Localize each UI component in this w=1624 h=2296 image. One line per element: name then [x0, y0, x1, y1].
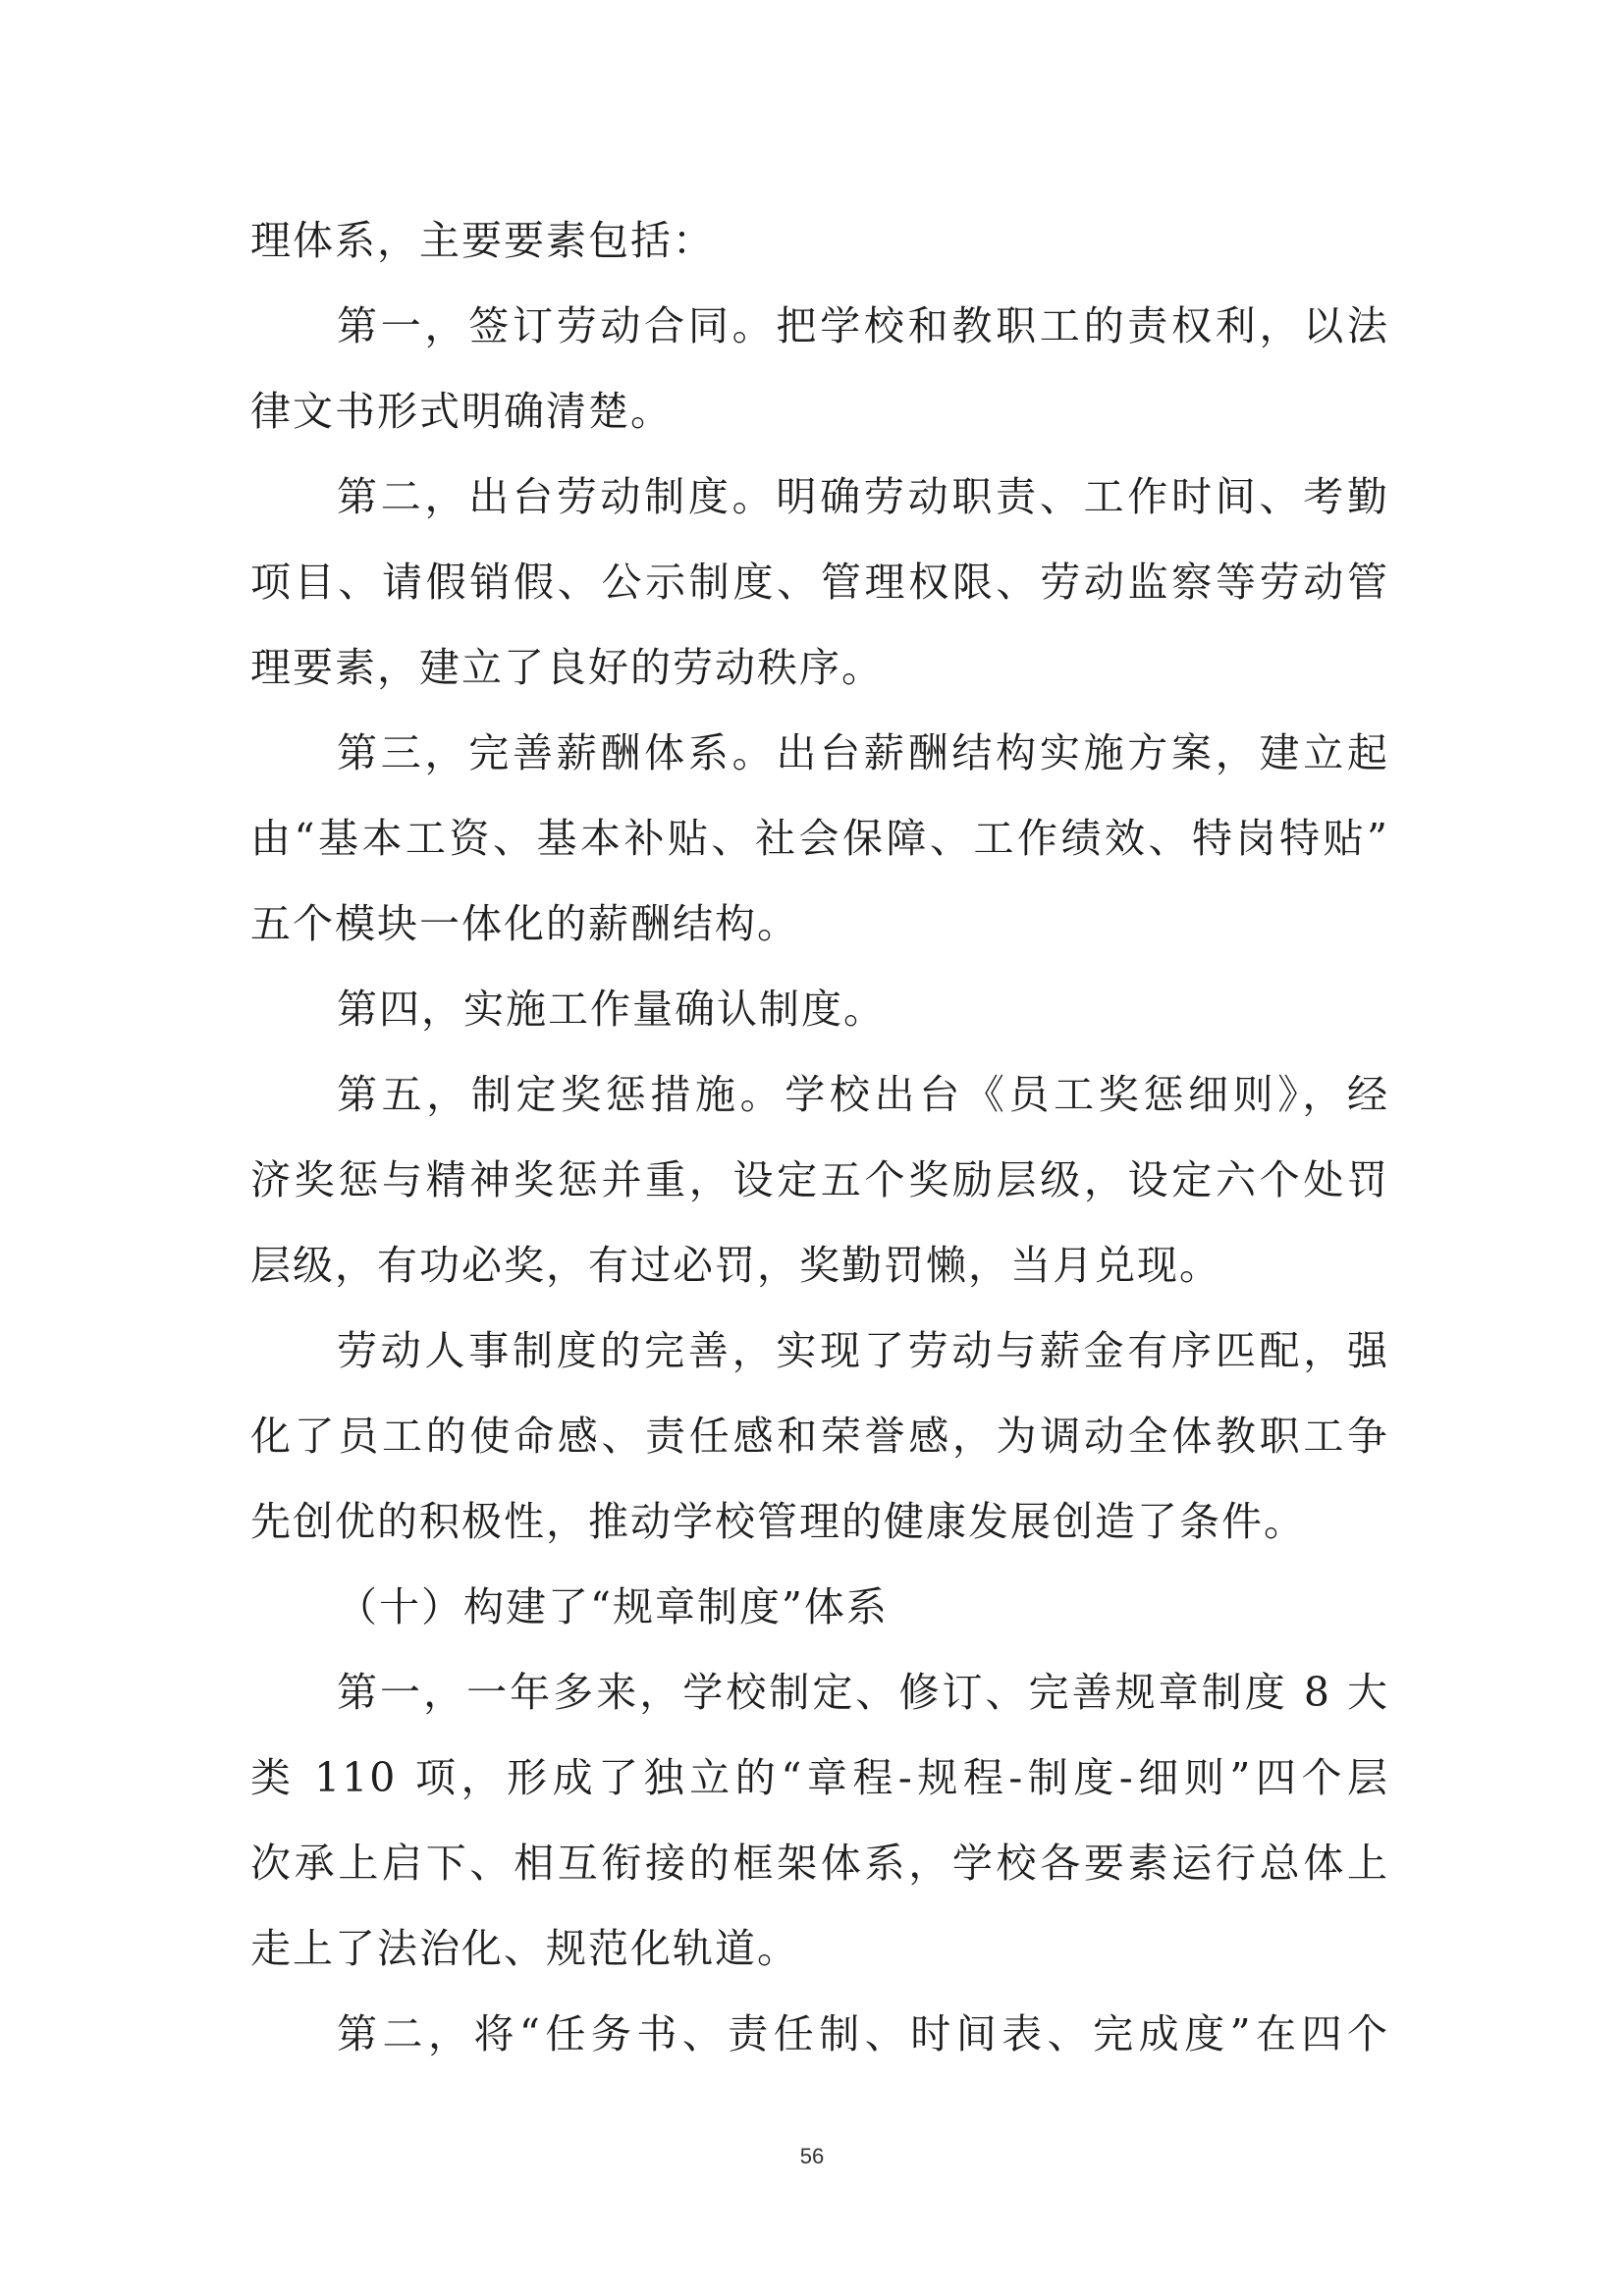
- text-line-21: 走上了法治化、规范化轨道。: [250, 1925, 799, 1972]
- text-line-4: 第二，出台劳动制度。明确劳动职责、工作时间、考勤: [337, 473, 1389, 520]
- text-line-14: 劳动人事制度的完善，实现了劳动与薪金有序匹配，强: [337, 1327, 1389, 1374]
- text-line-12: 济奖惩与精神奖惩并重，设定五个奖励层级，设定六个处罚: [250, 1156, 1389, 1203]
- text-line-20: 次承上启下、相互衔接的框架体系，学校各要素运行总体上: [250, 1840, 1389, 1887]
- text-line-6: 理要素，建立了良好的劳动秩序。: [250, 644, 884, 691]
- text-line-13: 层级，有功必奖，有过必罚，奖勤罚懒，当月兑现。: [250, 1242, 1221, 1289]
- text-line-3: 律文书形式明确清楚。: [250, 388, 673, 435]
- text-line-2: 第一，签订劳动合同。把学校和教职工的责权利，以法: [337, 302, 1389, 349]
- text-line-11: 第五，制定奖惩措施。学校出台《员工奖惩细则》，经: [337, 1071, 1389, 1118]
- text-line-16: 先创优的积极性，推动学校管理的健康发展创造了条件。: [250, 1498, 1306, 1545]
- text-line-8: 由“基本工资、基本补贴、社会保障、工作绩效、特岗特贴”: [250, 815, 1389, 862]
- text-line-22: 第二，将“任务书、责任制、时间表、完成度”在四个: [337, 2010, 1389, 2057]
- text-line-15: 化了员工的使命感、责任感和荣誉感，为调动全体教职工争: [250, 1413, 1389, 1460]
- text-line-18: 第一，一年多来，学校制定、修订、完善规章制度 8 大: [337, 1669, 1389, 1716]
- text-line-1: 理体系，主要要素包括：: [250, 217, 715, 264]
- page-number: 56: [799, 2144, 825, 2168]
- section-heading: （十）构建了“规章制度”体系: [337, 1583, 889, 1630]
- text-line-10: 第四，实施工作量确认制度。: [337, 986, 886, 1033]
- text-line-9: 五个模块一体化的薪酬结构。: [250, 900, 799, 947]
- text-line-5: 项目、请假销假、公示制度、管理权限、劳动监察等劳动管: [250, 559, 1389, 606]
- text-line-7: 第三，完善薪酬体系。出台薪酬结构实施方案，建立起: [337, 729, 1389, 776]
- text-line-19: 类 110 项，形成了独立的“章程-规程-制度-细则”四个层: [250, 1754, 1389, 1801]
